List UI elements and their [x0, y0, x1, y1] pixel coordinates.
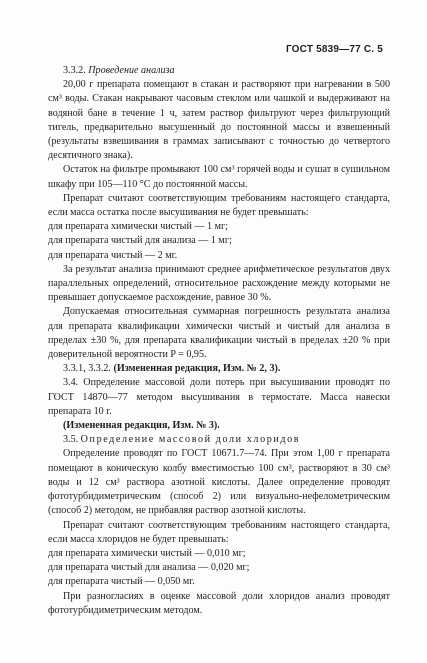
paragraph-4: За результат анализа принимают среднее арифметическое результатов двух параллельных определений, относительное расхождение между которыми не превышает допускаемое расхождение, равное 30 %.	[48, 263, 390, 304]
requirement-item: для препарата чистый для анализа — 1 мг;	[48, 235, 232, 247]
paragraph-7: Определение проводят по ГОСТ 10671.7—74. При этом 1,00 г препарата помещают в коническую колбу вместимостью 100 см³, растворяют в 30 см³ воды и 12 см³ раствора азотной кислоты. Далее определение проводят фототурбидиметрическим (способ 2) или визуально-нефелометрическим (способ 2) методом, не прибавляя раствор азотной кислоты.	[48, 448, 390, 517]
amendment-note-1	[48, 362, 390, 376]
paragraph-1: 20,00 г препарата помещают в стакан и растворяют при нагревании в 500 см³ воды. Стакан накрывают часовым стеклом или чашкой и выдерживают на водяной бане в течение 1 ч, затем раствор фильтруют через фильтрующий тигель, предварительно высушенный до постоянной массы и взвешенный (результаты взвешивания в граммах записывают с точностью до четвертого десятичного знака).	[48, 79, 390, 162]
section-title: Проведение анализа	[88, 65, 175, 76]
paragraph-3-4: 3.4. Определение массовой доли потерь при высушивании проводят по ГОСТ 14870—77 методом высушивания в термостате. Масса навески препарата 10 г.	[48, 377, 390, 417]
paragraph-2: Остаток на фильтре промывают 100 см³ горячей воды и сушат в сушильном шкафу при 105—110 °С до постоянной массы.	[48, 164, 390, 190]
amendment-text: (Измененная редакция, Изм. № 3).	[63, 420, 220, 432]
requirement-item: для препарата чистый — 0,050 мг.	[48, 576, 195, 588]
document-body	[48, 64, 390, 618]
paragraph-5: Допускаемая относительная суммарная погрешность результата анализа для препарата квалификации химически чистый и чистый для анализа в пределах ±30 %, для препарата квалификации чистый в пределах ±20 % при доверительной вероятности P = 0,95.	[48, 306, 390, 361]
requirement-item: для препарата чистый для анализа — 0,020 мг;	[48, 562, 250, 574]
paragraph-8: Препарат считают соответствующим требованиям настоящего стандарта, если масса хлоридов не будет превышать:	[48, 519, 390, 545]
section-3-3-2-heading	[48, 64, 390, 78]
page-header: ГОСТ 5839—77 С. 5	[285, 44, 383, 55]
requirement-item: для препарата химически чистый — 0,010 мг;	[48, 547, 246, 559]
amendment-text: (Измененная редакция, Изм. № 2, 3).	[113, 363, 281, 375]
requirement-item: для препарата чистый — 2 мг.	[48, 249, 178, 261]
section-number: 3.5.	[63, 434, 79, 446]
amendment-note-2	[48, 419, 390, 433]
requirement-item: для препарата химически чистый — 1 мг;	[48, 221, 228, 233]
paragraph-3: Препарат считают соответствующим требованиям настоящего стандарта, если масса остатка после высушивания не будет превышать:	[48, 192, 390, 219]
paragraph-9: При разногласиях в оценке массовой доли хлоридов анализ проводят фототурбидиметрическим методом.	[48, 590, 390, 616]
section-title: Определение массовой доли хлоридов	[80, 434, 301, 446]
amendment-sections: 3.3.1, 3.3.2.	[63, 363, 111, 375]
section-3-5-heading	[48, 433, 390, 447]
section-number: 3.3.2.	[63, 65, 86, 76]
